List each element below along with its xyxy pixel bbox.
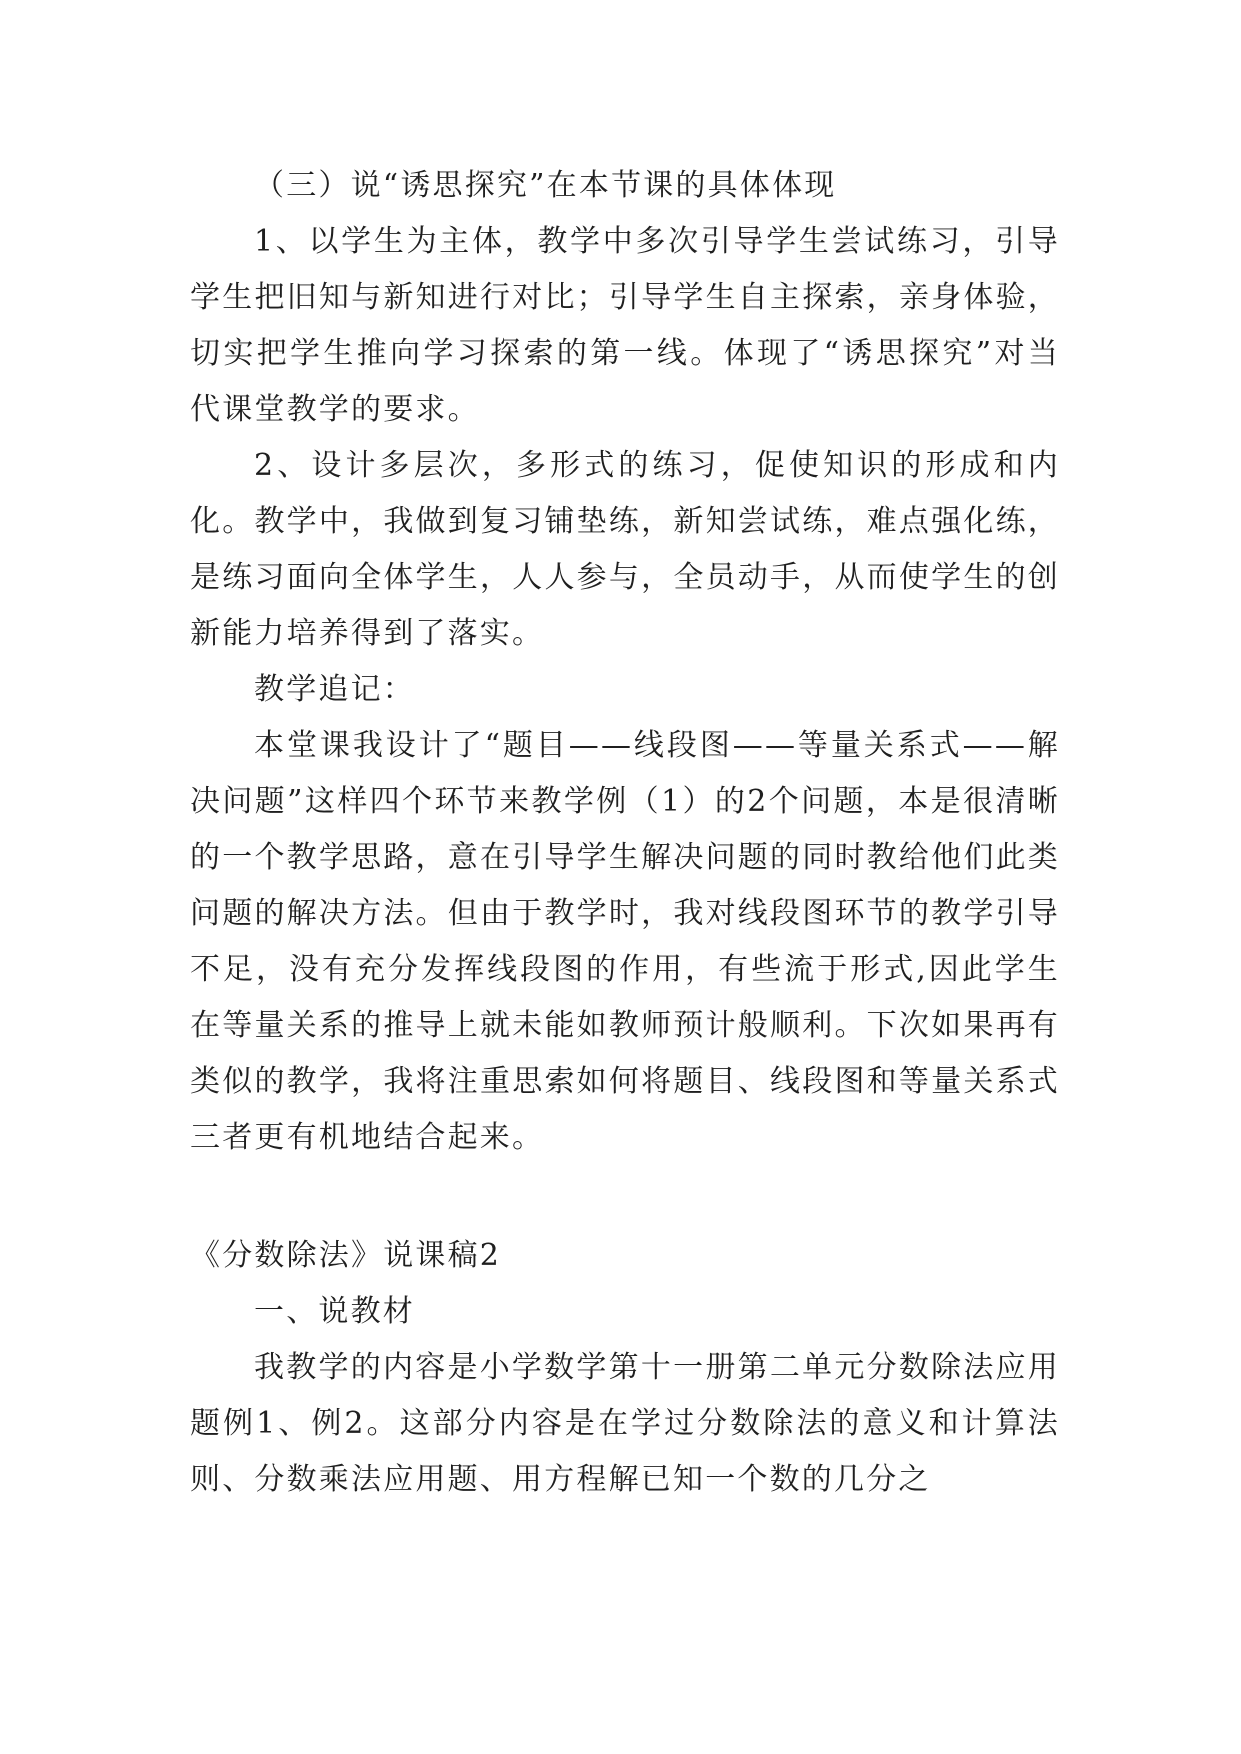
document-body [190,158,1060,1508]
paragraph-1: 1、以学生为主体，教学中多次引导学生尝试练习，引导学生把旧知与新知进行对比；引导学生自主探索，亲身体验，切实把学生推向学习探索的第一线。体现了“诱思探究”对当代课堂教学的要求。 [190,224,1060,427]
paragraph-4: 我教学的内容是小学数学第十一册第二单元分数除法应用题例1、例2。这部分内容是在学过分数除法的意义和计算法则、分数乘法应用题、用方程解已知一个数的几分之 [190,1350,1060,1497]
paragraph-2: 2、设计多层次，多形式的练习，促使知识的形成和内化。教学中，我做到复习铺垫练，新知尝试练，难点强化练，是练习面向全体学生，人人参与，全员动手，从而使学生的创新能力培养得到了落实。 [190,448,1060,651]
teaching-note-heading: 教学追记： [254,672,415,707]
paragraph-gap [190,1166,1060,1228]
section-heading-2: 一、说教材 [254,1294,415,1329]
paragraph-3: 本堂课我设计了“题目——线段图——等量关系式——解决问题”这样四个环节来教学例（1）的2个问题，本是很清晰的一个教学思路，意在引导学生解决问题的同时教给他们此类问题的解决方法。但由于教学时，我对线段图环节的教学引导不足，没有充分发挥线段图的作用，有些流于形式,因此学生在等量关系的推导上就未能如教师预计般顺利。下次如果再有类似的教学，我将注重思索如何将题目、线段图和等量关系式三者更有机地结合起来。 [190,728,1060,1155]
section-heading: （三）说“诱思探究”在本节课的具体体现 [254,168,837,203]
document-title-2: 《分数除法》说课稿2 [190,1238,502,1273]
